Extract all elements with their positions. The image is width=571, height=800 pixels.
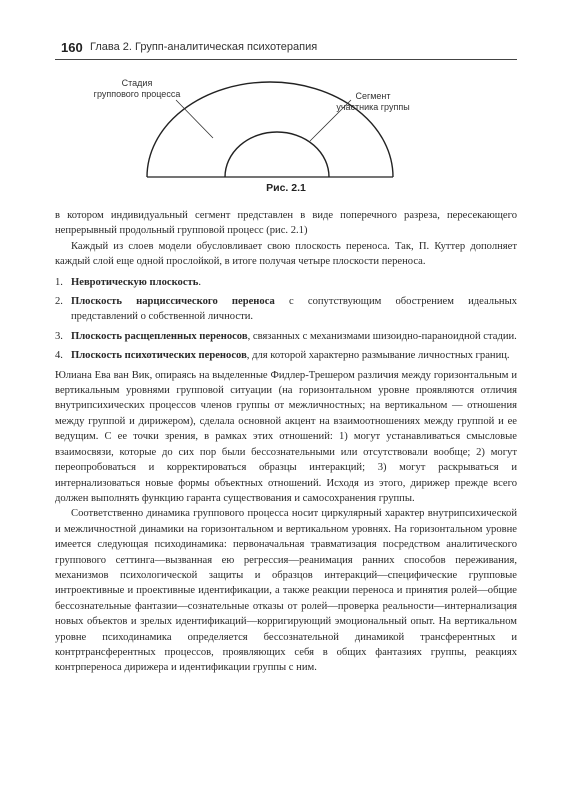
left-pointer-line	[176, 100, 213, 138]
list-item-number: 2.	[55, 296, 63, 308]
chapter-title: Глава 2. Групп-аналитическая психотерапия	[90, 41, 318, 53]
label-stage-line2: группового процесса	[93, 89, 181, 99]
list-item-number: 4.	[55, 350, 63, 362]
list-item-text: , для которой характерно размывание личностных границ.	[246, 350, 510, 362]
transference-planes-list	[55, 275, 517, 364]
list-item-text: , связанных с механизмами шизоидно-параноидной стадии.	[247, 330, 517, 342]
semicircle-diagram	[55, 60, 517, 180]
list-item	[55, 329, 517, 344]
paragraph-3: Юлиана Ева ван Вик, опираясь на выделенные Фидлер-Трешером различия между горизонтальным и вертикальным уровнями групповой ситуации (на горизонтальном уровне проявляются отличия внутрипсихических процессов членов группы от межличностных; на вертикальном — отношения между группой и дирижером), сделала основной акцент на взаимоотношениях между группой и ее ведущим. С ее точки зрения, в рамках этих отношений: 1) могут устанавливаться смысловые взаимосвязи, которые до сих пор были бессознательными или отсутствовали вообще; 2) могут переопробоваться и корректироваться образцы интеракций; 3) могут раскрываться и интернализоваться новые формы объектных отношений. Исходя из этого, дирижер прежде всего должен выполнять функцию гаранта существования и самосохранения группы.	[55, 369, 517, 504]
list-item	[55, 348, 517, 363]
list-item-number: 3.	[55, 330, 63, 342]
list-item-lead: Плоскость психотических переносов	[71, 350, 247, 362]
paragraph-1: в котором индивидуальный сегмент представлен в виде поперечного разреза, пересекающего непрерывный продольный групповой процесс (рис. 2.1)	[55, 210, 517, 237]
running-header	[55, 37, 517, 60]
list-item-text: .	[198, 276, 201, 288]
figure-2-1	[55, 60, 517, 230]
paragraph-2: Каждый из слоев модели обусловливает свою плоскость переноса. Так, П. Куттер дополняет каждый слой еще одной прослойкой, в итоге получая четыре плоскости переноса.	[55, 240, 517, 268]
inner-arc	[225, 132, 329, 177]
list-item-lead: Плоскость расщепленных переносов	[71, 330, 248, 342]
body-text	[55, 208, 517, 676]
paragraph-4: Соответственно динамика группового процесса носит циркулярный характер внутрипсихической и межличностной динамики на горизонтальном и вертикальном уровнях. На горизонтальном уровне имеется следующая психодинамика: первоначальная травматизация посредством аналитического группового сеттинга—вызванная ею регрессия—реанимация ранних способов переживания, механизмов психологической защиты и образцов интеракций—специфические групповые интроективные и проективные идентификации, а также реакции переноса и принятия ролей—общие бессознательные фантазии—сознательные отказы от ролей—проверка реальности—интернализация новых объектов и зрелых идентификаций—корригирующий эмоциональный опыт. На вертикальном уровне психодинамика определяется бессознательной динамикой трансферентных и контртрансферентных процессов, проявляющих себя в общих фантазиях группы, реакциях контрпереноса дирижера и идентификации группы с ним.	[55, 508, 517, 674]
list-item	[55, 275, 517, 290]
figure-caption: Рис. 2.1	[266, 182, 306, 194]
list-item-lead: Невротическую плоскость	[71, 276, 199, 288]
label-segment-line1: Сегмент	[355, 91, 391, 101]
label-stage-line1: Стадия	[121, 78, 153, 88]
list-item-lead: Плоскость нарциссического переноса	[71, 296, 275, 308]
page-number: 160	[61, 40, 83, 55]
list-item	[55, 294, 517, 325]
list-item-text: с сопутствующим обострением идеальных представлений о собственной личности.	[71, 296, 517, 323]
label-segment-line2: участника группы	[336, 102, 410, 112]
list-item-number: 1.	[55, 276, 63, 288]
